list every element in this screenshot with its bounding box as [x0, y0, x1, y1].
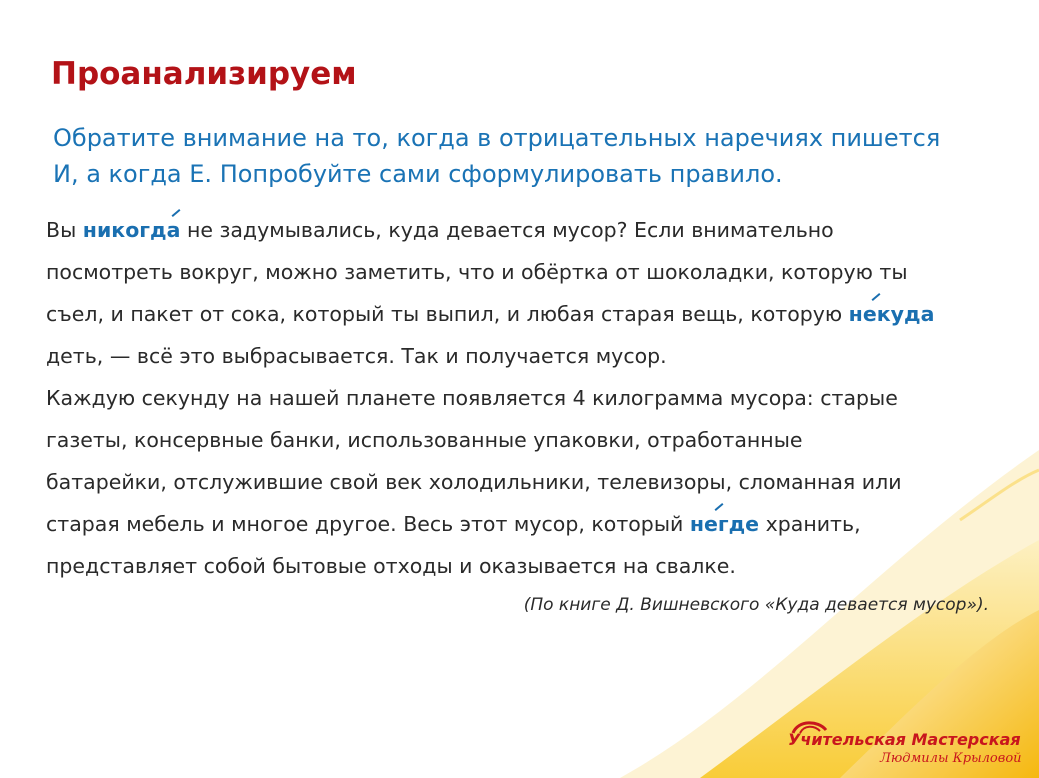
passage-line-2: посмотреть вокруг, можно заметить, что и обёртка от шоколадки, которую ты: [46, 260, 908, 284]
passage-text: хранить,: [759, 512, 861, 536]
keyword-nekuda: [849, 302, 935, 326]
keyword-text: некуда: [848, 302, 935, 326]
stress-mark: [871, 293, 880, 301]
passage-text: Вы: [46, 218, 83, 242]
instruction-line-1: Обратите внимание на то, когда в отрицательных наречиях пишется: [53, 124, 941, 152]
keyword-text: никогда: [82, 218, 181, 242]
passage-line-7: батарейки, отслужившие свой век холодильники, телевизоры, сломанная или: [46, 470, 902, 494]
passage-line-9: представляет собой бытовые отходы и оказывается на свалке.: [46, 554, 736, 578]
passage-line-3: [46, 302, 934, 326]
passage-line-6: газеты, консервные банки, использованные упаковки, отработанные: [46, 428, 803, 452]
passage-line-5: Каждую секунду на нашей планете появляется 4 килограмма мусора: старые: [46, 386, 898, 410]
keyword-nikogda: [83, 218, 181, 242]
slide-title: Проанализируем: [51, 56, 357, 92]
keyword-text: негде: [689, 512, 760, 536]
instruction-line-2: И, а когда Е. Попробуйте сами сформулировать правило.: [53, 160, 783, 188]
passage-line-1: [46, 218, 834, 242]
passage-text: старая мебель и многое другое. Весь этот мусор, который: [46, 512, 690, 536]
logo: [788, 718, 1028, 774]
passage-line-4: деть, — всё это выбрасывается. Так и получается мусор.: [46, 344, 667, 368]
passage-line-8: [46, 512, 861, 536]
logo-sub-text: Людмилы Крыловой: [880, 751, 1022, 766]
logo-main-text: Учительская Мастерская: [788, 730, 1021, 749]
stress-mark: [714, 503, 723, 511]
stress-mark: [171, 209, 180, 217]
citation: (По книге Д. Вишневского «Куда девается мусор»).: [523, 595, 989, 615]
passage-text: съел, и пакет от сока, который ты выпил, и любая старая вещь, которую: [46, 302, 849, 326]
keyword-negde: [690, 512, 759, 536]
passage-text: не задумывались, куда девается мусор? Если внимательно: [180, 218, 834, 242]
instruction-text: [53, 120, 1013, 192]
